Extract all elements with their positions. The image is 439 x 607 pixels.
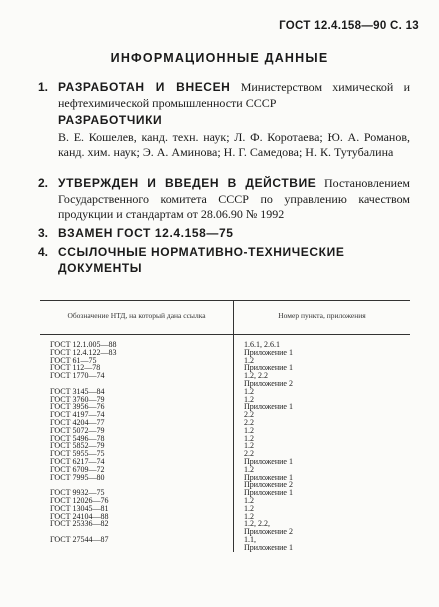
document-designation: ГОСТ 12.1.005—88 [50, 340, 117, 349]
clause-reference: Приложение 1 [244, 402, 293, 412]
document-designation: ГОСТ 3760—79 [50, 394, 105, 404]
clause-column [234, 341, 411, 552]
document-designation: ГОСТ 3956—76 [50, 402, 105, 412]
document-column [40, 341, 234, 552]
document-designation: ГОСТ 6217—74 [50, 456, 105, 466]
clause-reference: 2.2 [244, 417, 254, 427]
item-3-caps: ВЗАМЕН ГОСТ 12.4.158—75 [58, 226, 234, 240]
document-designation: ГОСТ 25336—82 [50, 519, 109, 529]
document-designation: ГОСТ 5072—79 [50, 425, 105, 435]
clause-reference: 1.2 [244, 394, 254, 404]
clause-reference: 1.2 [244, 386, 254, 396]
document-designation: ГОСТ 5852—79 [50, 441, 105, 451]
clause-reference: 1.1, [244, 534, 256, 544]
clause-reference: 1.2 [244, 433, 254, 443]
document-designation: ГОСТ 24104—88 [50, 511, 109, 521]
clause-reference: Приложение 2 [244, 480, 293, 490]
document-designation: ГОСТ 13045—81 [50, 503, 109, 513]
clause-reference: 1.6.1, 2.6.1 [244, 340, 280, 349]
clause-reference: 1.2 [244, 441, 254, 451]
clause-reference: 1.2 [244, 355, 254, 365]
clause-reference: Приложение 1 [244, 456, 293, 466]
clause-reference: Приложение 1 [244, 542, 293, 552]
item-2-number: 2. [38, 176, 49, 190]
item-4-number: 4. [38, 245, 49, 259]
document-designation: ГОСТ 4204—77 [50, 417, 105, 427]
item-4 [38, 245, 408, 276]
clause-reference: Приложение 1 [244, 472, 293, 482]
developers-heading: РАЗРАБОТЧИКИ [58, 113, 163, 127]
clause-reference: 1.2, 2.2, [244, 519, 270, 529]
item-1-text: Министерством химической и нефтехимической промышленности СССР [58, 80, 410, 110]
clause-reference: 1.2 [244, 503, 254, 513]
clause-reference: Приложение 1 [244, 363, 293, 373]
section-title: ИНФОРМАЦИОННЫЕ ДАННЫЕ [110, 51, 329, 65]
document-designation: ГОСТ 6709—72 [50, 464, 105, 474]
clause-reference: 1.2 [244, 495, 254, 505]
document-designation: ГОСТ 4197—74 [50, 410, 105, 420]
clause-reference: 1.2, 2.2 [244, 371, 268, 381]
item-4-caps: ССЫЛОЧНЫЕ НОРМАТИВНО-ТЕХНИЧЕСКИЕ ДОКУМЕНТЫ [58, 245, 345, 275]
document-designation: ГОСТ 5955—75 [50, 449, 105, 459]
item-1-caps: РАЗРАБОТАН И ВНЕСЕН [58, 80, 231, 94]
document-designation: ГОСТ 12026—76 [50, 495, 109, 505]
clause-reference: Приложение 1 [244, 347, 293, 357]
col-header-clause: Номер пункта, приложения [234, 301, 411, 335]
document-designation: ГОСТ 5496—78 [50, 433, 105, 443]
item-2-text: Постановлением Государственного комитета СССР по управлению качеством продукции и стандартам от 28.06.90 № 1992 [58, 176, 410, 221]
document-designation: ГОСТ 61—75 [50, 355, 97, 365]
document-designation: ГОСТ 112—78 [50, 363, 101, 373]
clause-reference: Приложение 2 [244, 527, 293, 537]
references-table [40, 300, 410, 552]
page-header: ГОСТ 12.4.158—90 С. 13 [279, 20, 419, 32]
item-1-number: 1. [38, 80, 49, 94]
item-3 [38, 226, 410, 242]
clause-reference: 2.2 [244, 449, 254, 459]
clause-reference: 2.2 [244, 410, 254, 420]
item-1 [38, 80, 410, 111]
document-designation: ГОСТ 7995—80 [50, 472, 105, 482]
document-designation: ГОСТ 9932—75 [50, 488, 105, 498]
clause-reference: 1.2 [244, 425, 254, 435]
document-designation: ГОСТ 1770—74 [50, 371, 105, 381]
item-2-caps: УТВЕРЖДЕН И ВВЕДЕН В ДЕЙСТВИЕ [58, 176, 317, 190]
document-designation: ГОСТ 12.4.122—83 [50, 347, 117, 357]
clause-reference: Приложение 2 [244, 378, 293, 388]
document-designation: ГОСТ 3145—84 [50, 386, 105, 396]
clause-reference: 1.2 [244, 511, 254, 521]
item-2 [38, 176, 410, 223]
col-header-document: Обозначение НТД, на который дана ссылка [40, 301, 234, 335]
document-designation [50, 544, 233, 552]
item-3-number: 3. [38, 226, 49, 240]
document-designation: ГОСТ 27544—87 [50, 534, 109, 544]
developers-list: В. Е. Кошелев, канд. техн. наук; Л. Ф. Коротаева; Ю. А. Романов, канд. хим. наук; Э. А. Аминова; Н. Г. Самедова; Н. К. Тутубалина [58, 130, 410, 159]
clause-reference: Приложение 1 [244, 488, 293, 498]
clause-reference: 1.2 [244, 464, 254, 474]
